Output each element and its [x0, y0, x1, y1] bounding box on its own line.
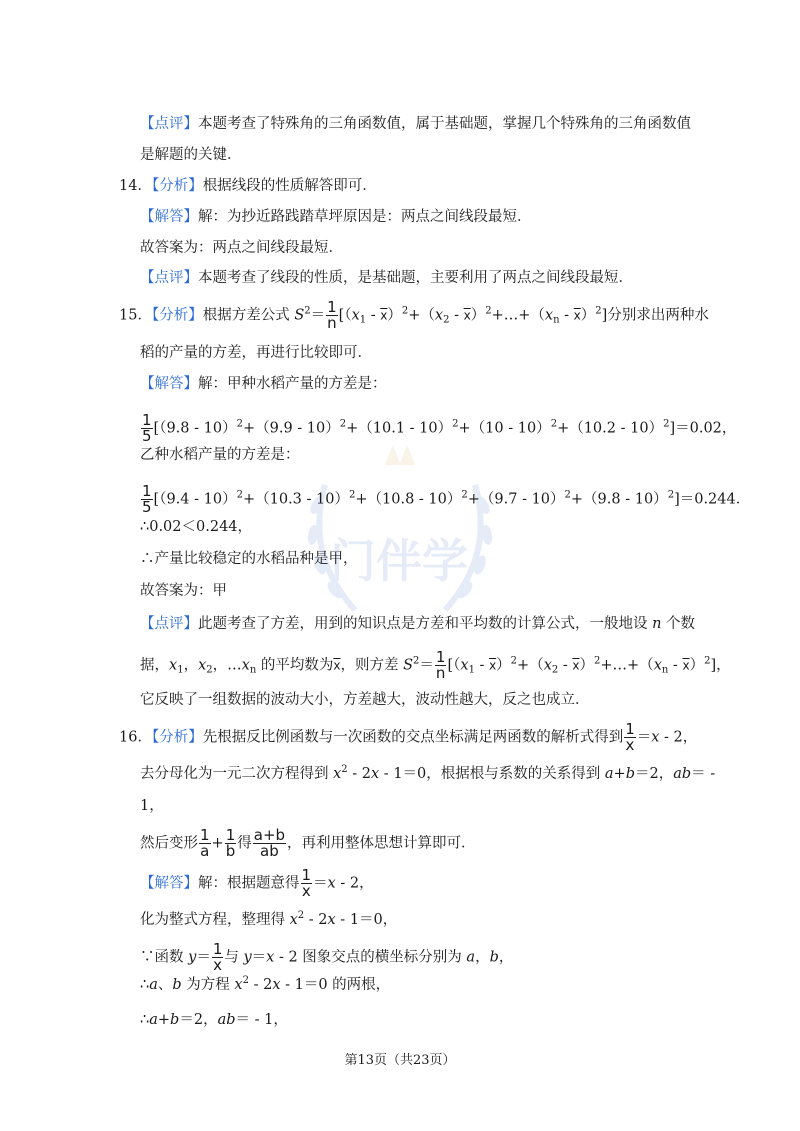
text-line	[119, 176, 377, 196]
text-run: ∴	[140, 977, 150, 993]
text-run: x	[651, 729, 660, 746]
text-run: $\overline{x}$	[572, 658, 580, 673]
text-run: ＝ - 1，	[235, 1012, 288, 1028]
text-run: 2	[242, 975, 249, 986]
text-run: [（9.4 - 10）	[153, 491, 237, 508]
text-run: 本题考查了特殊角的三角函数值，属于基础题，掌握几个特殊角的三角函数值	[198, 116, 691, 132]
text-run: +	[211, 835, 224, 852]
text-run: $\overline{x}$	[489, 658, 497, 673]
text-run: 2	[663, 418, 670, 430]
text-run: -	[559, 307, 574, 324]
text-run: +（10.2 - 10）	[557, 420, 664, 437]
text-line	[140, 614, 695, 634]
fraction	[326, 300, 338, 331]
text-run: x	[327, 912, 336, 928]
text-run: 2	[594, 655, 601, 667]
text-run: +（10.1 - 10）	[346, 420, 453, 437]
text-run: +（9.8 - 10）	[570, 491, 668, 508]
text-run: 14．	[119, 178, 152, 194]
numerator: 1	[212, 940, 223, 958]
text-line	[140, 975, 390, 995]
text-run: 它反映了一组数据的波动大小，方差越大，波动性越大，反之也成立．	[140, 692, 590, 708]
text-run: - 1＝0，	[335, 912, 398, 928]
text-run: 然后变形	[140, 835, 198, 852]
text-run: x	[241, 657, 250, 674]
text-run: 个数	[661, 616, 696, 632]
text-run: 2	[413, 655, 420, 667]
denominator: x	[213, 956, 223, 974]
text-run: a	[466, 949, 476, 966]
text-run: - 2，	[659, 729, 698, 746]
text-run: 此题考查了方差，用到的知识点是方差和平均数的计算公式，一般地设	[198, 616, 653, 632]
text-run: 解：甲种水稻产量的方差是：	[198, 376, 387, 392]
text-run: x	[351, 307, 360, 324]
denominator: n	[327, 314, 337, 332]
text-run: +（10.8 - 10）	[355, 491, 462, 508]
text-run: 2	[236, 418, 243, 430]
text-run: 、	[157, 977, 173, 993]
section-tag: 【分析】	[151, 307, 203, 324]
text-run: ＝2，	[179, 1012, 218, 1028]
text-run: +（10.3 - 10）	[242, 491, 349, 508]
text-run: 2	[401, 305, 409, 317]
text-run: 1	[359, 314, 367, 326]
text-run: -	[558, 657, 573, 674]
text-run: a	[604, 766, 614, 782]
text-run: S	[403, 657, 414, 674]
text-run: 乙种水稻产量的方差是：	[140, 447, 300, 463]
text-run: - 2 图象交点的横坐标分别为	[274, 949, 467, 966]
text-run: +（	[408, 307, 435, 324]
text-line	[140, 413, 736, 444]
text-line	[140, 764, 715, 784]
text-run: $\overline{x}$	[463, 308, 471, 323]
text-run: ]，	[710, 657, 731, 674]
text-run: 先根据反比例函数与一次函数的交点坐标满足两函数的解析式得到	[202, 729, 624, 746]
denominator: a	[200, 842, 210, 860]
text-run: -	[366, 307, 381, 324]
text-run: ，	[498, 949, 514, 966]
text-run: ）	[470, 307, 486, 324]
text-line	[140, 942, 513, 973]
text-line	[119, 722, 697, 753]
text-run: 2	[297, 910, 305, 921]
text-run: ）	[580, 307, 596, 324]
text-run: 2	[452, 418, 459, 430]
text-run: ＝	[310, 307, 326, 324]
text-line	[140, 581, 227, 601]
text-run: x	[371, 766, 380, 782]
text-line	[140, 207, 532, 227]
text-run: $\overline{x}$	[380, 308, 388, 323]
text-run: x	[544, 307, 554, 324]
text-line	[140, 268, 633, 288]
text-line	[140, 343, 372, 363]
text-line	[140, 796, 164, 816]
fraction	[212, 942, 224, 973]
text-run: +	[613, 766, 626, 782]
text-run: n	[652, 616, 662, 632]
text-run: 据，	[140, 657, 169, 674]
text-run: n	[661, 664, 669, 676]
text-run: x	[333, 766, 342, 782]
text-run: +（	[517, 657, 544, 674]
text-line	[140, 868, 374, 899]
text-line	[140, 828, 476, 859]
text-run: 得	[237, 835, 252, 852]
text-run: ]分别求出两种水	[601, 307, 709, 324]
text-run: 与	[224, 949, 244, 966]
text-line	[140, 445, 300, 465]
text-run: ＝ -	[691, 766, 716, 782]
text-run: [（9.8 - 10）	[153, 420, 237, 437]
text-run: - 1＝0，根据根与系数的关系得到	[379, 766, 605, 782]
text-line	[140, 690, 590, 710]
text-run: 2	[667, 489, 675, 501]
numerator: 1	[435, 648, 446, 666]
text-run: ＝	[419, 657, 434, 674]
text-run: 2	[564, 489, 571, 501]
text-run: 2	[485, 305, 492, 317]
text-line	[119, 300, 709, 331]
numerator: 1	[625, 720, 635, 738]
fraction	[141, 413, 153, 444]
text-run: ab	[217, 1012, 236, 1028]
text-run: ）	[496, 657, 511, 674]
fraction	[624, 722, 636, 753]
text-run: 去分母化为一元二次方程得到	[140, 766, 334, 782]
text-run: 1	[177, 664, 184, 676]
text-run: x	[169, 657, 178, 674]
denominator: x	[625, 736, 635, 754]
text-run: 2	[339, 418, 347, 430]
text-run: ）	[387, 307, 402, 324]
text-run: 是解题的关键．	[140, 147, 242, 163]
fraction	[225, 828, 237, 859]
text-run: ，	[475, 949, 490, 966]
text-run: +…+（	[491, 307, 545, 324]
text-run: +（9.7 - 10）	[467, 491, 565, 508]
text-run: -	[474, 657, 490, 674]
text-run: - 2	[304, 912, 328, 928]
text-run: ∴	[140, 1012, 150, 1028]
denominator: n	[435, 664, 446, 682]
text-run: $\overline{x}$	[682, 658, 690, 673]
text-run: x	[266, 949, 275, 966]
text-line	[140, 374, 387, 394]
text-run: $\overline{x}$	[573, 308, 581, 323]
text-run: -	[668, 657, 683, 674]
text-run: n	[249, 664, 257, 676]
numerator: 1	[225, 826, 236, 844]
text-run: y	[243, 949, 252, 966]
text-run: ，再利用整体思想计算即可．	[287, 835, 476, 852]
text-run: x	[543, 657, 552, 674]
numerator: 1	[142, 482, 152, 500]
watermark-logo	[285, 425, 515, 639]
denominator: b	[225, 842, 236, 860]
numerator: 1	[327, 298, 337, 316]
fraction	[435, 650, 447, 681]
text-run: ab	[673, 766, 692, 782]
text-run: x	[289, 912, 298, 928]
text-line	[140, 484, 750, 515]
text-run: x	[653, 657, 662, 674]
text-line	[140, 650, 731, 681]
section-tag: 【分析】	[151, 178, 203, 194]
numerator: 1	[142, 411, 152, 429]
text-line	[140, 910, 397, 930]
fraction	[199, 828, 211, 859]
denominator: 5	[142, 498, 152, 516]
text-run: a	[149, 977, 158, 993]
text-run: +	[157, 1012, 171, 1028]
text-run: ∴产量比较稳定的水稻品种是甲，	[140, 551, 358, 567]
text-run: x	[234, 977, 243, 993]
text-run: - 1＝0 的两根，	[280, 977, 391, 993]
text-run: b	[172, 977, 182, 993]
text-line	[140, 1010, 288, 1030]
text-run: b	[170, 1012, 180, 1028]
section-tag: 【解答】	[140, 875, 198, 892]
numerator: 1	[200, 826, 210, 844]
text-run: ，	[183, 657, 199, 674]
text-run: ，…	[212, 657, 242, 674]
text-run: ＝2，	[635, 766, 674, 782]
section-tag: 【点评】	[140, 116, 198, 132]
section-tag: 【点评】	[140, 270, 198, 286]
fraction	[253, 828, 286, 859]
page-footer: 第13页（共23页）	[344, 1053, 456, 1068]
text-run: 1，	[140, 798, 164, 814]
text-run: - 2	[347, 766, 372, 782]
denominator: x	[301, 882, 311, 900]
text-run: 2	[236, 489, 243, 501]
section-tag: 【点评】	[140, 616, 198, 632]
text-run: ]＝0.244．	[674, 491, 751, 508]
text-run: 1	[468, 664, 475, 676]
text-run: 2	[510, 655, 518, 667]
text-run: y	[188, 949, 197, 966]
text-run: 2	[443, 314, 450, 326]
text-run: b	[625, 766, 635, 782]
text-line	[140, 238, 343, 258]
text-run: ＝	[251, 949, 267, 966]
text-run: +（9.9 - 10）	[242, 420, 340, 437]
text-run: 16．	[119, 729, 152, 746]
text-run: ）	[689, 657, 705, 674]
numerator: 1	[301, 866, 312, 884]
text-run: 为方程	[181, 977, 235, 993]
text-run: ＝	[313, 875, 328, 892]
text-run: 的平均数为	[256, 657, 334, 674]
text-run: $\overline{x}$	[333, 658, 341, 673]
text-run: ]＝0.02，	[669, 420, 737, 437]
text-run: 2	[704, 655, 711, 667]
text-run: a	[149, 1012, 158, 1028]
text-run: ，则方差	[340, 657, 404, 674]
text-line	[140, 517, 252, 537]
section-tag: 【分析】	[151, 729, 203, 746]
text-run: ）	[579, 657, 594, 674]
text-run: 2	[348, 489, 356, 501]
text-run: 根据线段的性质解答即可．	[202, 178, 377, 194]
section-tag: 【解答】	[140, 376, 198, 392]
section-tag: 【解答】	[140, 209, 198, 225]
text-run: 15．	[119, 307, 152, 324]
text-line	[140, 549, 358, 569]
text-run: x	[434, 307, 444, 324]
text-run: ＝	[636, 729, 652, 746]
text-run: ＝	[196, 949, 211, 966]
text-run: 根据方差公式	[202, 307, 295, 324]
denominator: ab	[260, 842, 279, 860]
text-run: 解：根据题意得	[198, 875, 300, 892]
text-line	[140, 114, 691, 134]
numerator: a+b	[253, 826, 286, 844]
text-run: 2	[206, 664, 213, 676]
text-run: ∵函数	[140, 949, 189, 966]
text-line	[140, 145, 242, 165]
text-run: 2	[304, 305, 311, 317]
text-run: ∴0.02＜0.244，	[140, 519, 253, 535]
text-run: 化为整式方程，整理得	[140, 912, 290, 928]
text-run: 故答案为：两点之间线段最短．	[140, 240, 343, 256]
text-run: 2	[461, 489, 468, 501]
text-run: x	[460, 657, 469, 674]
text-run: - 2	[248, 977, 273, 993]
text-run: x	[272, 977, 281, 993]
text-run: 2	[551, 664, 559, 676]
text-run: S	[294, 307, 305, 324]
text-run: b	[489, 949, 499, 966]
text-run: 2	[595, 305, 602, 317]
text-run: -	[449, 307, 464, 324]
text-run: 2	[341, 764, 348, 775]
text-run: 2	[550, 418, 558, 430]
text-run: 解：为抄近路践踏草坪原因是：两点之间线段最短．	[198, 209, 532, 225]
fraction	[301, 868, 313, 899]
text-run: n	[553, 314, 560, 326]
text-run: 本题考查了线段的性质，是基础题，主要利用了两点之间线段最短．	[198, 270, 633, 286]
text-run: [（	[447, 657, 461, 674]
text-run: +（10 - 10）	[458, 420, 551, 437]
text-run: - 2，	[335, 875, 374, 892]
text-run: [（	[338, 307, 352, 324]
denominator: 5	[142, 427, 152, 445]
fraction	[141, 484, 153, 515]
text-run: x	[198, 657, 207, 674]
text-run: +…+（	[600, 657, 654, 674]
watermark-text: 门伴学	[330, 534, 468, 588]
text-run: 故答案为：甲	[140, 583, 227, 599]
text-run: x	[327, 875, 336, 892]
text-run: 稻的产量的方差，再进行比较即可．	[140, 345, 372, 361]
